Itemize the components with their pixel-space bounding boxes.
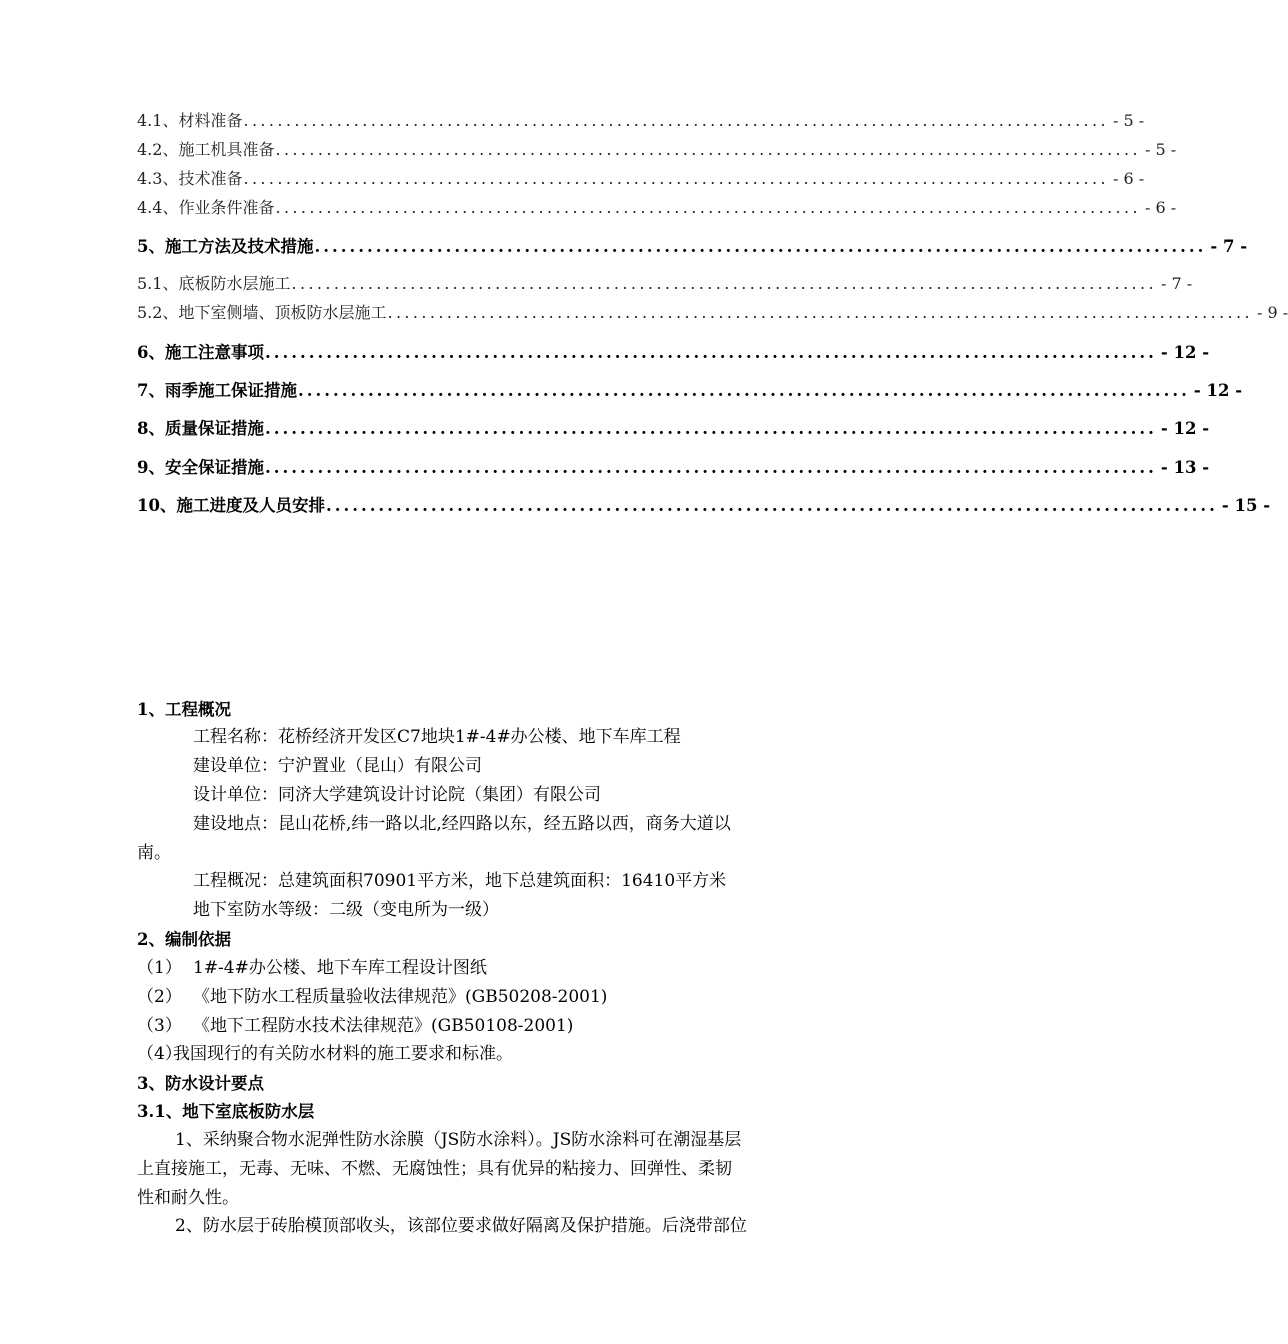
reference-text: 1#-4#办公楼、地下车库工程设计图纸 xyxy=(193,958,487,978)
toc-entry[interactable] xyxy=(137,166,1145,189)
toc-entry-page: - 13 - xyxy=(1160,458,1210,477)
toc-entry-label: 5.2、地下室侧墙、顶板防水层施工 xyxy=(137,303,387,322)
toc-entry[interactable] xyxy=(137,108,1145,131)
reference-number: （4） xyxy=(137,1044,182,1064)
toc-entry[interactable] xyxy=(137,454,1210,478)
project-overview-area: 工程概况：总建筑面积70901平方米，地下总建筑面积：16410平方米 xyxy=(193,871,727,891)
toc-entry[interactable] xyxy=(137,492,1271,516)
toc-entry-label: 4.4、作业条件准备 xyxy=(137,198,275,217)
reference-text: 《地下防水工程质量验收法律规范》(GB50208-2001) xyxy=(193,987,608,1007)
toc-entry-label: 9、安全保证措施 xyxy=(137,458,264,477)
toc-entry-label: 6、施工注意事项 xyxy=(137,343,264,362)
toc-entry-page: - 6 - xyxy=(1113,169,1145,188)
toc-entry[interactable] xyxy=(137,195,1177,218)
toc-entry-page: - 12 - xyxy=(1160,343,1210,362)
toc-entry-page: - 12 - xyxy=(1160,419,1210,438)
toc-entry-label: 8、质量保证措施 xyxy=(137,419,264,438)
toc-leader-dots: ...................................................................................................... xyxy=(387,303,1254,322)
toc-leader-dots: ...................................................................................................... xyxy=(243,111,1110,130)
toc-entry-label: 7、雨季施工保证措施 xyxy=(137,381,297,400)
reference-text: 我国现行的有关防水材料的施工要求和标准。 xyxy=(173,1044,513,1064)
paragraph-line: 2、防水层于砖胎模顶部收头，该部位要求做好隔离及保护措施。后浇带部位 xyxy=(175,1216,747,1236)
toc-entry-label: 5.1、底板防水层施工 xyxy=(137,274,291,293)
toc-entry[interactable] xyxy=(137,339,1210,363)
toc-entry-label: 10、施工进度及人员安排 xyxy=(137,496,325,515)
reference-number: （2） xyxy=(137,987,182,1007)
toc-leader-dots: ...................................................................................................... xyxy=(275,198,1142,217)
toc-leader-dots: ...................................................................................................... xyxy=(314,237,1207,256)
toc-entry-page: - 15 - xyxy=(1221,496,1271,515)
section-heading: 1、工程概况 xyxy=(137,700,231,719)
toc-leader-dots: ...................................................................................................... xyxy=(325,496,1218,515)
toc-entry[interactable] xyxy=(137,233,1248,257)
toc-leader-dots: ...................................................................................................... xyxy=(264,343,1157,362)
project-name: 工程名称：花桥经济开发区C7地块1#-4#办公楼、地下车库工程 xyxy=(193,727,681,747)
toc-leader-dots: ...................................................................................................... xyxy=(243,169,1110,188)
toc-entry-page: - 6 - xyxy=(1145,198,1177,217)
reference-number: （3） xyxy=(137,1016,182,1036)
builder-unit: 建设单位：宁沪置业（昆山）有限公司 xyxy=(193,756,482,776)
waterproof-grade: 地下室防水等级：二级（变电所为一级） xyxy=(193,900,499,920)
toc-entry-page: - 5 - xyxy=(1113,111,1145,130)
toc-entry-label: 4.3、技术准备 xyxy=(137,169,243,188)
reference-text: 《地下工程防水技术法律规范》(GB50108-2001) xyxy=(193,1016,574,1036)
toc-entry[interactable] xyxy=(137,377,1243,401)
design-unit: 设计单位：同济大学建筑设计讨论院（集团）有限公司 xyxy=(193,785,601,805)
toc-leader-dots: ...................................................................................................... xyxy=(297,381,1190,400)
toc-leader-dots: ...................................................................................................... xyxy=(264,458,1157,477)
section-heading: 2、编制依据 xyxy=(137,930,231,949)
toc-entry-label: 4.2、施工机具准备 xyxy=(137,140,275,159)
toc-entry-page: - 5 - xyxy=(1145,140,1177,159)
reference-item xyxy=(137,1042,513,1066)
toc-entry[interactable] xyxy=(137,271,1193,294)
toc-entry-page: - 9 - xyxy=(1257,303,1288,322)
toc-leader-dots: ...................................................................................................... xyxy=(264,419,1157,438)
subsection-heading: 3.1、地下室底板防水层 xyxy=(137,1102,315,1121)
toc-entry-page: - 12 - xyxy=(1193,381,1243,400)
paragraph-line: 1、采纳聚合物水泥弹性防水涂膜（JS防水涂料）。JS防水涂料可在潮湿基层 xyxy=(175,1130,742,1150)
toc-entry-label: 5、施工方法及技术措施 xyxy=(137,237,314,256)
reference-item xyxy=(137,956,487,980)
toc-entry[interactable] xyxy=(137,300,1288,323)
toc-entry-page: - 7 - xyxy=(1161,274,1193,293)
paragraph-line: 上直接施工，无毒、无味、不燃、无腐蚀性；具有优异的粘接力、回弹性、柔韧 xyxy=(137,1159,732,1179)
toc-entry[interactable] xyxy=(137,137,1177,160)
toc-leader-dots: ...................................................................................................... xyxy=(291,274,1158,293)
toc-entry-page: - 7 - xyxy=(1210,237,1248,256)
reference-number: （1） xyxy=(137,958,182,978)
paragraph-line: 性和耐久性。 xyxy=(137,1188,239,1208)
construction-location: 建设地点：昆山花桥,纬一路以北,经四路以东，经五路以西，商务大道以 xyxy=(193,814,731,834)
reference-item xyxy=(137,985,607,1009)
toc-leader-dots: ...................................................................................................... xyxy=(275,140,1142,159)
construction-location-cont: 南。 xyxy=(137,843,171,863)
toc-entry[interactable] xyxy=(137,415,1210,439)
reference-item xyxy=(137,1014,573,1038)
section-heading: 3、防水设计要点 xyxy=(137,1074,264,1093)
toc-entry-label: 4.1、材料准备 xyxy=(137,111,243,130)
